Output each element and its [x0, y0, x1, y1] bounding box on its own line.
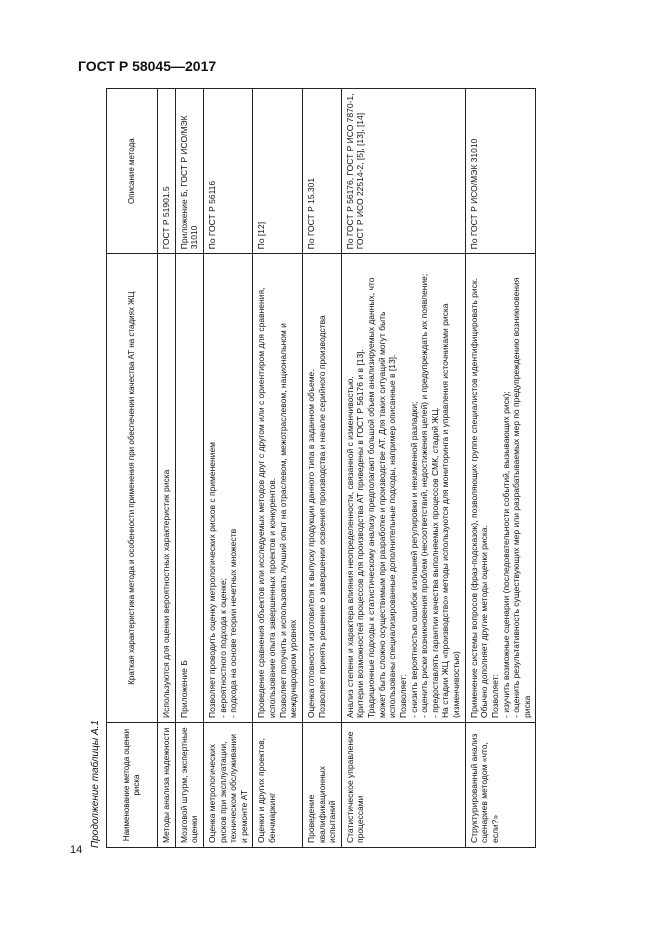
method-name-cell: Оценки и других проектов, бенчмаркинг [253, 723, 303, 848]
table-row [465, 89, 536, 848]
description-paragraph: Используются для оценки вероятностных характеристик риска [161, 469, 171, 718]
method-description-cell [158, 254, 176, 723]
method-reference-cell: По [12] [253, 89, 303, 254]
description-paragraph: - вероятностного подхода к оценке; [217, 577, 228, 718]
table-header-row [107, 89, 158, 848]
table-body [158, 89, 536, 848]
table-row [253, 89, 303, 848]
document-header: ГОСТ Р 58045—2017 [78, 58, 217, 74]
method-name-cell: Оценка метрологических рисков при эксплуатации, техническом обслуживании и ремонте АТ [203, 723, 253, 848]
method-reference-cell: По ГОСТ Р 15.301 [302, 89, 341, 254]
description-paragraph: Позволяет принять решение о завершении освоения производства и начале серийного производства [316, 315, 327, 718]
rotated-table-area [90, 88, 570, 848]
description-paragraph: - оценить результативность существующих мер или разрабатываемых мер по предупреждению возникновения риска [511, 277, 532, 718]
table-row [341, 89, 465, 848]
table-row [302, 89, 341, 848]
description-paragraph: Критерии возможностей процессов для производства АТ приведены в ГОСТ Р 56176 и в [13]. [355, 349, 366, 718]
description-paragraph: Позволяет: [489, 674, 500, 718]
method-reference-cell: По ГОСТ Р 56116 [203, 89, 253, 254]
column-header-reference: Описание метода [107, 89, 158, 254]
description-paragraph: - оценить риски возникновения проблем (несоответствий, недостижения целей) и предупреждать их появление; [419, 273, 430, 718]
method-reference-cell: По ГОСТ Р ИСО/МЭК 31010 [465, 89, 536, 254]
description-paragraph: - изучить возможные сценарии (последовательности событий, вызывающих риск); [500, 391, 511, 718]
column-header-name: Наименование метода оценки риска [107, 723, 158, 848]
description-paragraph: Позволяет получить и использовать лучший опыт на отраслевом, межотраслевом, национальном и международном уровнях [277, 323, 299, 718]
column-header-description: Краткая характеристика метода и особенности применения при обеспечении качества АТ на стадиях ЖЦ [107, 254, 158, 723]
methods-table [106, 88, 536, 848]
table-row [158, 89, 176, 848]
method-description-cell [253, 254, 303, 723]
method-description-cell [341, 254, 465, 723]
table-container [90, 88, 570, 848]
method-name-cell: Проведение квалификационных испытаний [302, 723, 341, 848]
method-reference-cell: ГОСТ Р 51901.5 [158, 89, 176, 254]
page-number: 14 [70, 844, 83, 856]
description-paragraph: Применение системы вопросов (фраз-подсказок), позволяющих группе специалистов идентифицировать риск. Обычно дополняет другие методы оценки риска. [468, 278, 490, 718]
description-paragraph: - снизить вероятностью ошибок излишней регулировки и неизменной разладки; [408, 401, 419, 718]
method-reference-cell: Приложение Б, ГОСТ Р ИСО/МЭК 31010 [175, 89, 203, 254]
method-name-cell: Статистическое управление процессами [341, 723, 465, 848]
description-paragraph: - предоставлять гарантии качества выполняемых процессов СМК, стадий ЖЦ. [429, 407, 440, 718]
description-paragraph: Традиционные подходы к статистическому анализу предполагают большой объем анализируемых данных, что может быть сложно осуществимым при разработке и производстве АТ. Для таких ситуаций могут быть использованы специализированные дополнительные подходы, например описанные в [13]. [366, 277, 398, 718]
method-description-cell [175, 254, 203, 723]
method-name-cell: Мозговой штурм, экспертные оценки [175, 723, 203, 848]
method-reference-cell: По ГОСТ Р 56176, ГОСТ Р ИСО 7870-1, ГОСТ Р ИСО 22514-2, [5], [13], [14] [341, 89, 465, 254]
method-description-cell [203, 254, 253, 723]
method-name-cell: Структурированный анализ сценариев методом «что, если?» [465, 723, 536, 848]
method-description-cell [302, 254, 341, 723]
description-paragraph: Проведение сравнения объектов или исследуемых методов друг с другом или с ориентиром для сравнения, использование опыта завершенных проектов и конкурентов. [256, 287, 277, 718]
description-paragraph: Приложение Б [178, 660, 189, 718]
method-name-cell: Методы анализа надежности [158, 723, 176, 848]
description-paragraph: Позволяет: [397, 674, 408, 718]
table-row [175, 89, 203, 848]
description-paragraph: - подхода на основе теории нечетных множеств [228, 528, 239, 718]
description-paragraph: Оценка готовности изготовителя к выпуску продукции данного типа в заданном объеме. [305, 369, 316, 718]
method-description-cell [465, 254, 536, 723]
description-paragraph: Позволяет проводить оценку метрологических рисков с применением [206, 441, 217, 718]
description-paragraph: Анализ степени и характера влияния неопределенности, связанной с изменчивостью. [344, 376, 355, 718]
table-row [203, 89, 253, 848]
table-caption: Продолжение таблицы А.1 [90, 720, 101, 848]
description-paragraph: На стадии ЖЦ «производство» методы используются для мониторинга и управления источниками риска (изменчивостью) [440, 303, 461, 718]
